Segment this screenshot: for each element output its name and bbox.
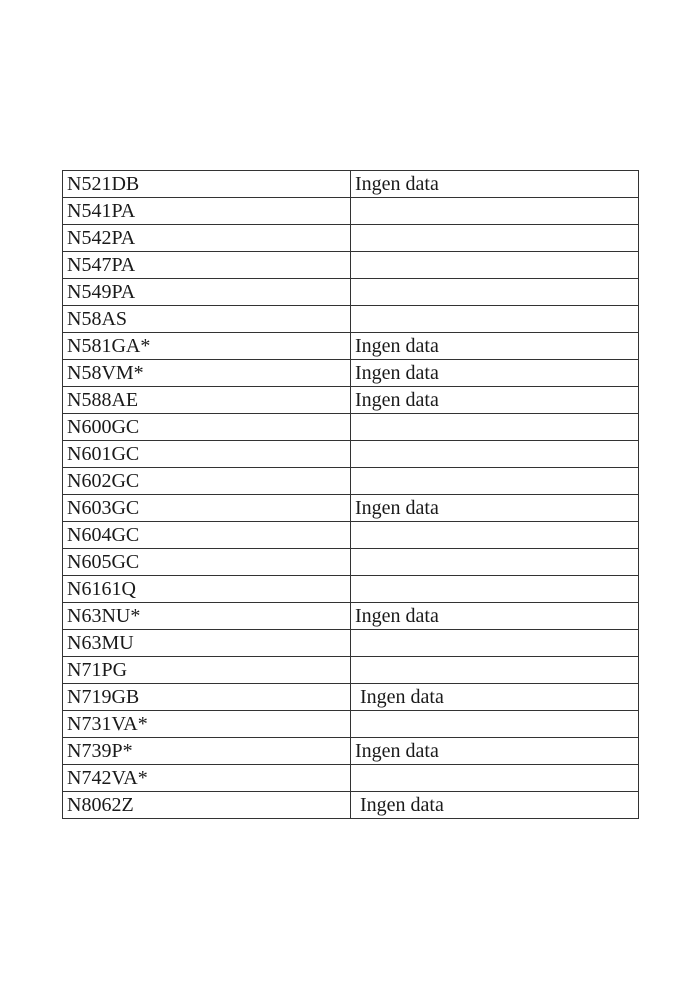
- registration-code-cell: N71PG: [63, 657, 351, 684]
- data-status-cell: Ingen data: [351, 333, 639, 360]
- registration-code-cell: N58AS: [63, 306, 351, 333]
- data-status-cell: [351, 414, 639, 441]
- registration-code-cell: N601GC: [63, 441, 351, 468]
- data-status-cell: [351, 711, 639, 738]
- registration-code-cell: N8062Z: [63, 792, 351, 819]
- registration-code-cell: N604GC: [63, 522, 351, 549]
- registration-code-cell: N603GC: [63, 495, 351, 522]
- registration-code-cell: N63MU: [63, 630, 351, 657]
- table-row: [63, 603, 639, 630]
- table-row: [63, 576, 639, 603]
- table-row: [63, 414, 639, 441]
- registration-code-cell: N605GC: [63, 549, 351, 576]
- table-row: [63, 684, 639, 711]
- registration-code-cell: N549PA: [63, 279, 351, 306]
- registration-code-cell: N63NU*: [63, 603, 351, 630]
- table-row: [63, 522, 639, 549]
- table-row: [63, 306, 639, 333]
- data-status-cell: Ingen data: [351, 495, 639, 522]
- data-status-cell: [351, 198, 639, 225]
- data-status-cell: Ingen data: [351, 171, 639, 198]
- data-status-cell: [351, 522, 639, 549]
- table-row: [63, 765, 639, 792]
- table-row: [63, 441, 639, 468]
- registration-code-cell: N6161Q: [63, 576, 351, 603]
- data-status-cell: Ingen data: [351, 603, 639, 630]
- table-row: [63, 171, 639, 198]
- table-row: [63, 495, 639, 522]
- table-row: [63, 630, 639, 657]
- registration-code-cell: N581GA*: [63, 333, 351, 360]
- table-row: [63, 792, 639, 819]
- registration-code-cell: N542PA: [63, 225, 351, 252]
- registration-code-cell: N600GC: [63, 414, 351, 441]
- registration-code-cell: N719GB: [63, 684, 351, 711]
- table-row: [63, 252, 639, 279]
- registration-code-cell: N739P*: [63, 738, 351, 765]
- registration-code-cell: N58VM*: [63, 360, 351, 387]
- registration-table: [62, 170, 639, 819]
- table-row: [63, 225, 639, 252]
- data-status-cell: Ingen data: [351, 738, 639, 765]
- data-status-cell: [351, 657, 639, 684]
- table-row: [63, 711, 639, 738]
- data-status-cell: [351, 225, 639, 252]
- data-status-cell: [351, 630, 639, 657]
- data-status-cell: Ingen data: [351, 360, 639, 387]
- data-status-cell: Ingen data: [351, 792, 639, 819]
- data-status-cell: [351, 549, 639, 576]
- table-row: [63, 387, 639, 414]
- table-row: [63, 279, 639, 306]
- table-row: [63, 198, 639, 225]
- data-status-cell: [351, 765, 639, 792]
- data-status-cell: [351, 306, 639, 333]
- table-row: [63, 549, 639, 576]
- table-row: [63, 738, 639, 765]
- table-row: [63, 468, 639, 495]
- data-status-cell: [351, 279, 639, 306]
- registration-code-cell: N731VA*: [63, 711, 351, 738]
- table-body: [63, 171, 639, 819]
- registration-code-cell: N541PA: [63, 198, 351, 225]
- data-status-cell: [351, 252, 639, 279]
- table-row: [63, 333, 639, 360]
- data-status-cell: [351, 441, 639, 468]
- table-row: [63, 360, 639, 387]
- data-status-cell: [351, 468, 639, 495]
- table-row: [63, 657, 639, 684]
- data-status-cell: Ingen data: [351, 684, 639, 711]
- registration-code-cell: N521DB: [63, 171, 351, 198]
- data-status-cell: [351, 576, 639, 603]
- data-status-cell: Ingen data: [351, 387, 639, 414]
- registration-code-cell: N588AE: [63, 387, 351, 414]
- registration-code-cell: N602GC: [63, 468, 351, 495]
- registration-code-cell: N547PA: [63, 252, 351, 279]
- registration-code-cell: N742VA*: [63, 765, 351, 792]
